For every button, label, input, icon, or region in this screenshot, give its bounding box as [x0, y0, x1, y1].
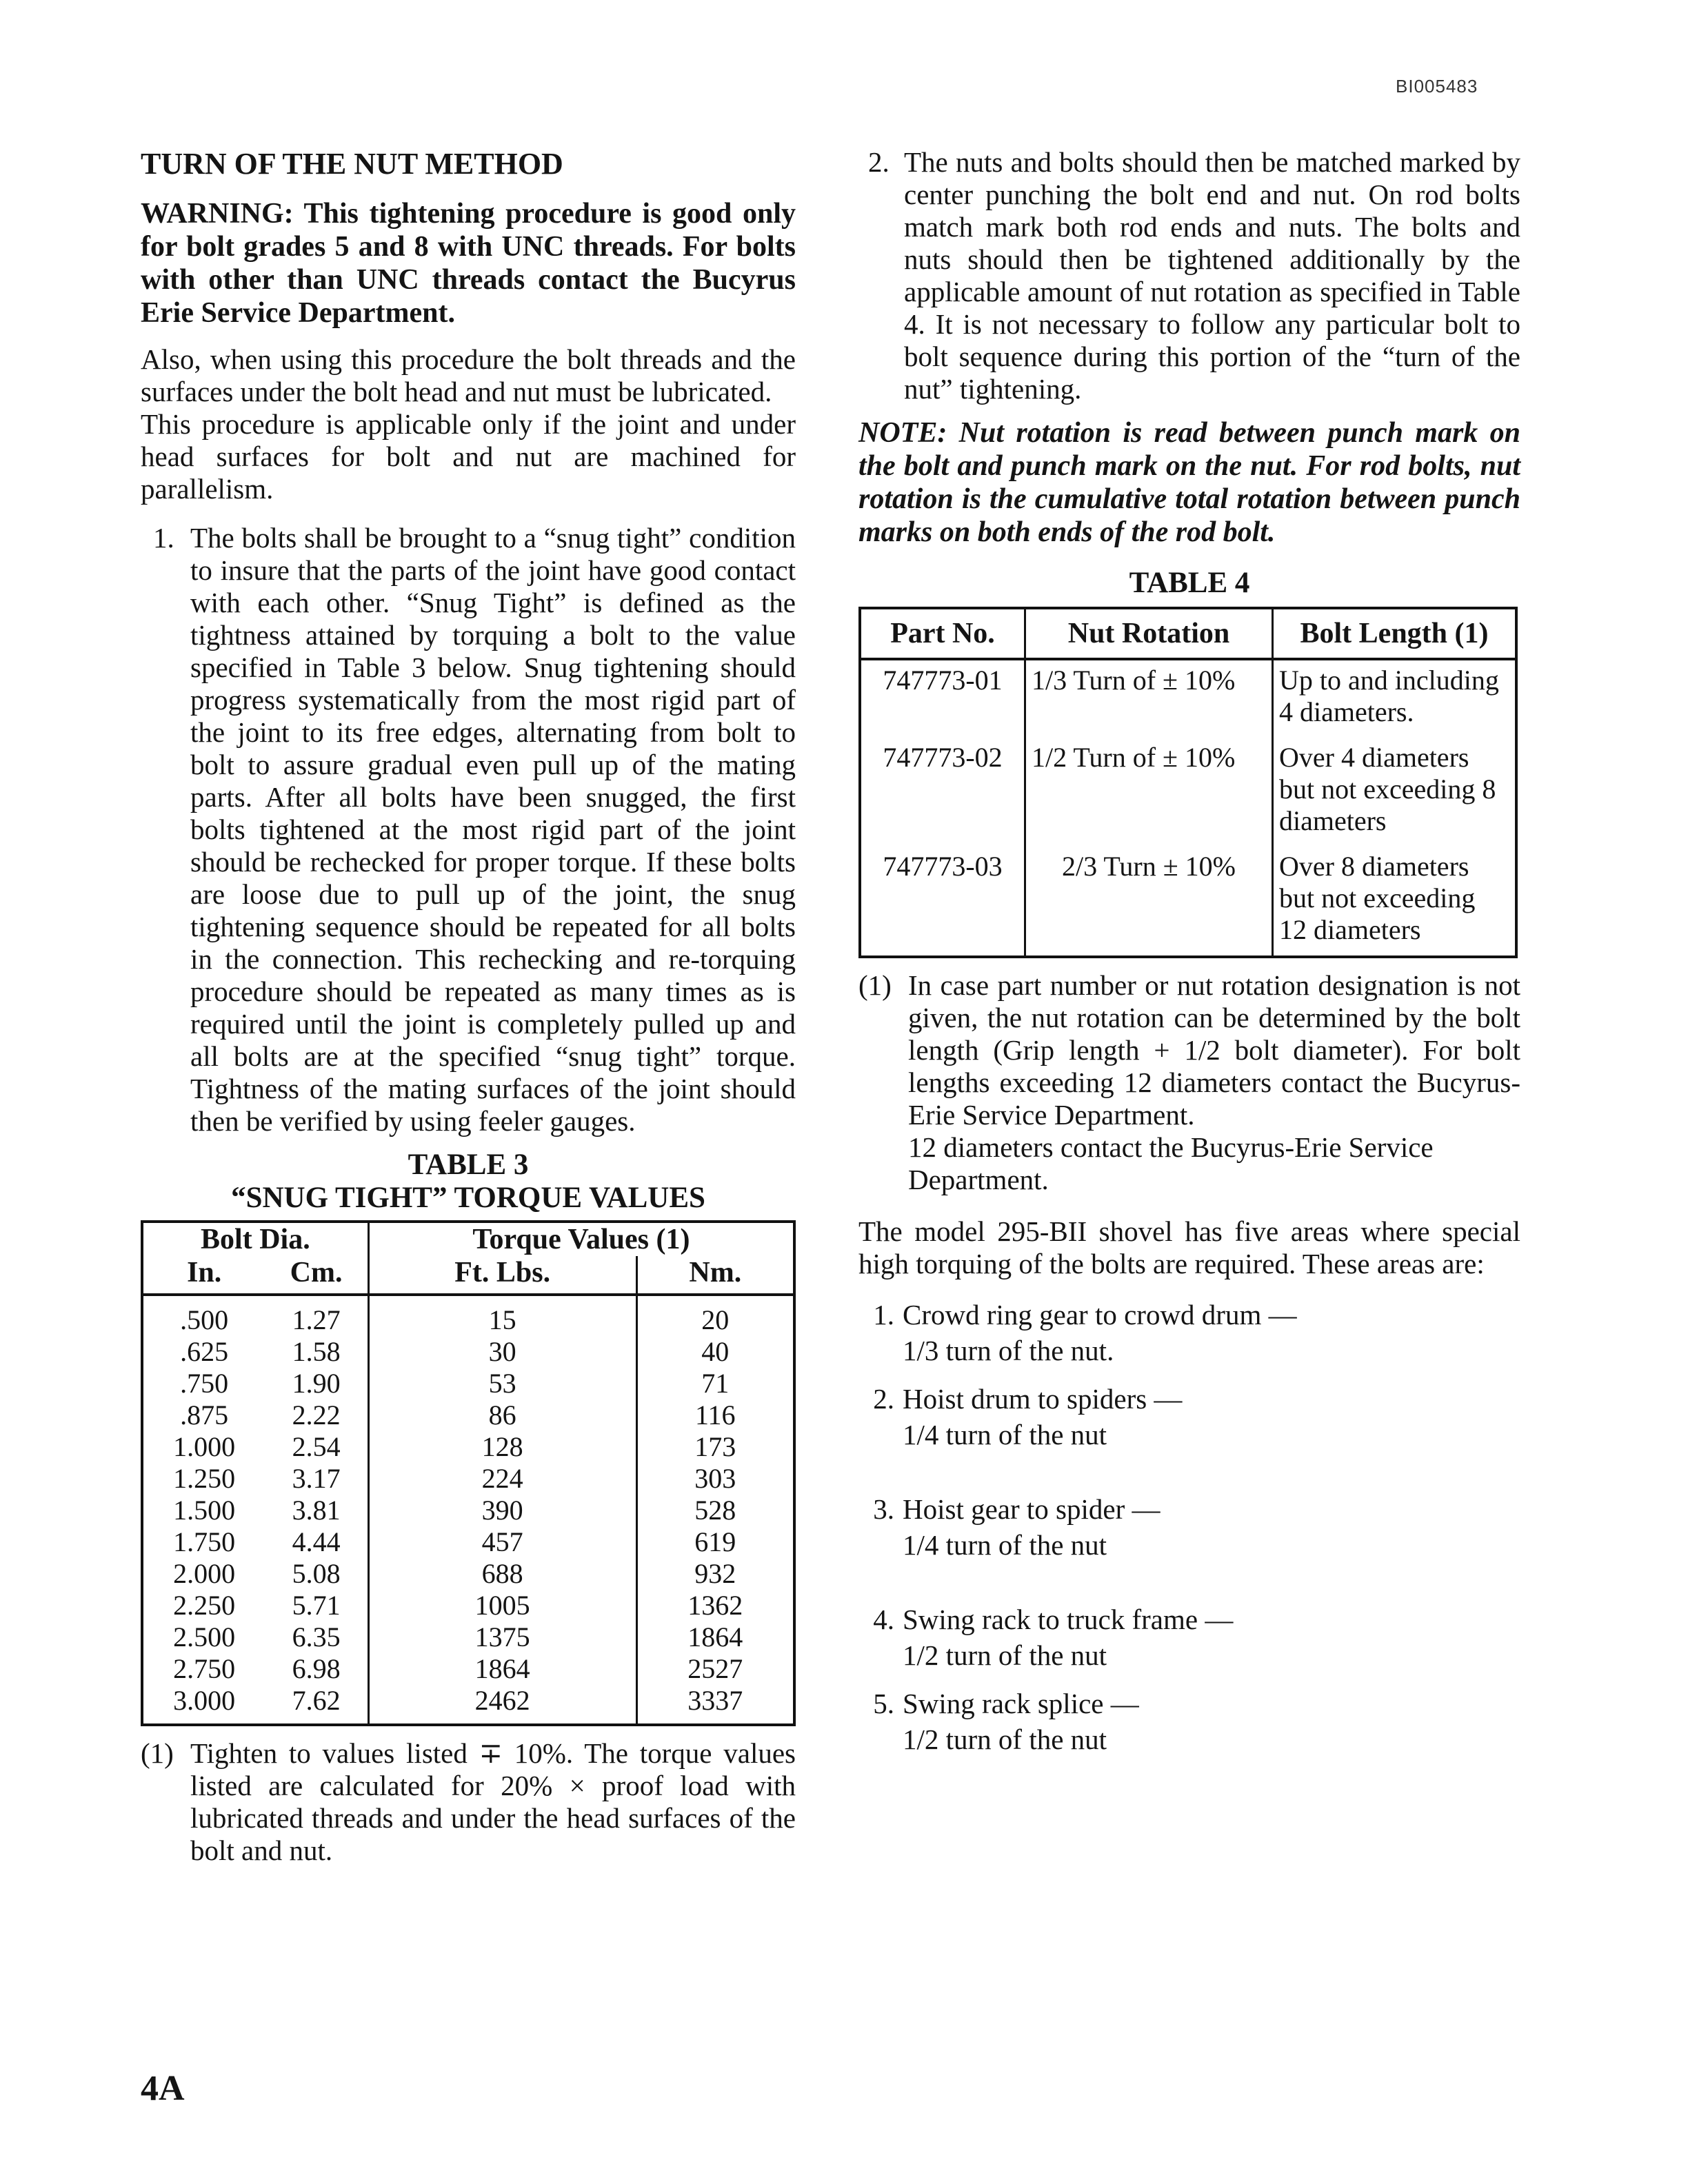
areas-list	[858, 1297, 1520, 1757]
table3-cell-ftlbs: 1005	[368, 1590, 636, 1621]
table3-header-ftlbs: Ft. Lbs.	[368, 1256, 636, 1295]
step-1-text: The bolts shall be brought to a “snug tight” condition to insure that the parts of the joint have good contact with each other. “Snug Tight” is defined as the tightness attained by torquing a bolt to the value specified in Table 3 below. Snug tightening should progress systematically from the most rigid part of the joint to its free edges, alternating from bolt to bolt to assure gradual even pull up of the mating parts. After all bolts have been snugged, the first bolts tightened at the most rigid part of the joint should be rechecked for proper torque. If these bolts are loose due to pull up of the joint, the snug tightening sequence should be repeated for all bolts in the connection. This rechecking and re-torquing procedure should be repeated as many times as is required until the joint is completely pulled up and all bolts are at the specified “snug tight” torque. Tightness of the mating surfaces of the joint should then be verified by using feeler gauges.	[190, 522, 796, 1137]
table3-cell-in: 1.750	[173, 1526, 236, 1557]
area-item-detail: 1/2 turn of the nut	[903, 1723, 1107, 1755]
table3-cell-ftlbs: 1864	[368, 1653, 636, 1685]
area-item-detail: 1/2 turn of the nut	[903, 1639, 1107, 1671]
area-item-body	[903, 1491, 1160, 1563]
table3-cell-in: 3.000	[173, 1685, 236, 1716]
table3-row	[142, 1463, 794, 1495]
note-text: NOTE: Nut rotation is read between punch mark on the bolt and punch mark on the nut. For rod bolts, nut rotation is the cumulative total rotation between punch marks on both ends of the rod bolt.	[858, 417, 1520, 548]
table3-cell-nm: 3337	[687, 1685, 743, 1716]
page-number: 4A	[141, 2069, 185, 2108]
table3-cell-in: .750	[180, 1368, 229, 1399]
step-2-text: The nuts and bolts should then be matched marked by center punching the bolt end and nut. On rod bolts match mark both rod ends and nuts. The bolts and nuts should then be tightened additionally by the applicable amount of nut rotation as specified in Table 4. It is not necessary to follow any particular bolt to bolt sequence during this portion of the “turn of the nut” tightening.	[904, 146, 1520, 405]
area-item-detail: 1/4 turn of the nut	[903, 1529, 1107, 1561]
table3-cell-cm: 7.62	[265, 1685, 368, 1725]
table3-cell-ftlbs: 2462	[368, 1685, 636, 1725]
table3-cell-nm: 40	[701, 1336, 730, 1367]
table3-row	[142, 1685, 794, 1725]
area-item-number: 2.	[873, 1383, 894, 1415]
applicability-paragraph: This procedure is applicable only if the joint and under head surfaces for bolt and nut are machined for parallelism.	[141, 408, 796, 505]
table3-cell-cm: 1.90	[265, 1368, 368, 1399]
table4-cell-bolt-length: Up to and including 4 diameters.	[1273, 659, 1517, 738]
table3-cell-nm: 71	[701, 1368, 730, 1399]
document-id: BI005483	[1396, 76, 1478, 97]
table4-cell-nut-rotation: 1/2 Turn of ± 10%	[1025, 738, 1273, 847]
table3-cell-cm: 2.22	[265, 1399, 368, 1431]
table3-cell-cm: 6.98	[265, 1653, 368, 1685]
table4-row	[860, 847, 1516, 957]
table3-cell-ftlbs: 1375	[368, 1621, 636, 1653]
table3-cell-cm: 5.08	[265, 1558, 368, 1590]
area-item	[858, 1686, 1520, 1757]
table3-cell-ftlbs: 390	[368, 1495, 636, 1526]
table3-cell-ftlbs: 224	[368, 1463, 636, 1495]
table3-row	[142, 1590, 794, 1621]
area-item-title: Crowd ring gear to crowd drum —	[903, 1299, 1297, 1331]
table3-row	[142, 1621, 794, 1653]
table3-cell-cm: 5.71	[265, 1590, 368, 1621]
table3-row	[142, 1526, 794, 1558]
table3-cell-ftlbs: 53	[368, 1368, 636, 1399]
table4-footnote-extra: 12 diameters contact the Bucyrus-Erie Service Department.	[908, 1131, 1434, 1195]
table4-title: TABLE 4	[1129, 567, 1250, 599]
table3-cell-nm: 528	[694, 1495, 736, 1526]
area-item	[858, 1297, 1520, 1368]
table3-row	[142, 1399, 794, 1431]
table3-cell-cm: 1.58	[265, 1336, 368, 1368]
table3-cell-nm: 1362	[687, 1590, 743, 1621]
area-item	[858, 1381, 1520, 1453]
table3-footnote	[141, 1737, 796, 1867]
area-item-body	[903, 1297, 1297, 1368]
table4-row	[860, 659, 1516, 738]
table3-cell-cm: 3.17	[265, 1463, 368, 1495]
table4-header-bolt-length: Bolt Length (1)	[1273, 608, 1517, 659]
table4-footnote-text: In case part number or nut rotation designation is not given, the nut rotation can be determined by the bolt length (Grip length + 1/2 bolt diameter). For bolt lengths exceeding 12 diameters contact the Bucyrus-Erie Service Department.	[908, 969, 1520, 1131]
table3-cell-nm: 932	[694, 1558, 736, 1589]
left-column	[141, 146, 796, 1867]
table4-header-part-no: Part No.	[860, 608, 1025, 659]
area-item-number: 4.	[873, 1604, 894, 1635]
table3-row	[142, 1431, 794, 1463]
table4-cell-part-no: 747773-02	[860, 738, 1025, 847]
table3-cell-in: 2.000	[173, 1558, 236, 1589]
nut-rotation-table	[858, 607, 1518, 958]
table4-cell-part-no: 747773-03	[860, 847, 1025, 957]
table3-cell-ftlbs: 30	[368, 1336, 636, 1368]
table3-header-nm: Nm.	[636, 1256, 794, 1295]
table3-group-bolt-dia: Bolt Dia.	[142, 1222, 368, 1256]
table4-row	[860, 738, 1516, 847]
area-item	[858, 1601, 1520, 1673]
table3-footnote-text: Tighten to values listed ∓ 10%. The torque values listed are calculated for 20% × proof load with lubricated threads and under the head surfaces of the bolt and nut.	[190, 1737, 796, 1866]
table3-cell-cm: 3.81	[265, 1495, 368, 1526]
table3-cell-cm: 2.54	[265, 1431, 368, 1463]
step-2-number: 2.	[868, 146, 890, 178]
lubrication-paragraph: Also, when using this procedure the bolt threads and the surfaces under the bolt head and nut must be lubricated.	[141, 343, 796, 407]
table4-header-nut-rotation: Nut Rotation	[1025, 608, 1273, 659]
table3-cell-nm: 303	[694, 1463, 736, 1494]
table3-title: TABLE 3	[408, 1149, 529, 1181]
area-item-body	[903, 1601, 1233, 1673]
table3-cell-in: 1.000	[173, 1431, 236, 1462]
table3-cell-ftlbs: 15	[368, 1295, 636, 1336]
step-1	[141, 522, 796, 1138]
table3-row	[142, 1558, 794, 1590]
table3-cell-in: 2.750	[173, 1653, 236, 1684]
table4-cell-nut-rotation: 2/3 Turn ± 10%	[1025, 847, 1273, 957]
table3-cell-ftlbs: 457	[368, 1526, 636, 1558]
table3-subtitle: “SNUG TIGHT” TORQUE VALUES	[231, 1182, 705, 1214]
area-item-title: Hoist drum to spiders —	[903, 1383, 1183, 1415]
area-item-body	[903, 1381, 1182, 1453]
table3-cell-nm: 116	[695, 1399, 736, 1430]
table3-cell-in: .500	[180, 1304, 229, 1335]
right-column	[858, 146, 1520, 1770]
table4-cell-part-no: 747773-01	[860, 659, 1025, 738]
table3-cell-in: 1.500	[173, 1495, 236, 1526]
table3-footnote-number: (1)	[141, 1737, 174, 1769]
area-item-detail: 1/3 turn of the nut.	[903, 1335, 1114, 1366]
area-item-detail: 1/4 turn of the nut	[903, 1419, 1107, 1450]
step-1-number: 1.	[153, 522, 174, 554]
table4-cell-bolt-length: Over 8 diameters but not exceeding 12 diameters	[1273, 847, 1517, 957]
table3-cell-nm: 619	[694, 1526, 736, 1557]
warning-text: WARNING: This tightening procedure is good only for bolt grades 5 and 8 with UNC threads. For bolts with other than UNC threads contact the Bucyrus Erie Service Department.	[141, 198, 796, 329]
table3-row	[142, 1368, 794, 1399]
table3-header-cm: Cm.	[265, 1256, 368, 1295]
table3-cell-in: 1.250	[173, 1463, 236, 1494]
table4-footnote-number: (1)	[858, 969, 892, 1001]
table3-cell-in: .875	[180, 1399, 229, 1430]
table4-footnote	[858, 969, 1520, 1131]
table3-row	[142, 1653, 794, 1685]
table3-cell-nm: 1864	[687, 1621, 743, 1652]
table3-cell-nm: 173	[694, 1431, 736, 1462]
area-item-title: Swing rack to truck frame —	[903, 1604, 1234, 1635]
table3-cell-cm: 6.35	[265, 1621, 368, 1653]
table3-cell-nm: 20	[701, 1304, 730, 1335]
table3-cell-ftlbs: 128	[368, 1431, 636, 1463]
area-item-body	[903, 1686, 1139, 1757]
torque-values-table	[141, 1220, 796, 1726]
table3-cell-in: .625	[180, 1336, 229, 1367]
step-2	[858, 146, 1520, 405]
area-item-title: Hoist gear to spider —	[903, 1493, 1160, 1525]
table3-cell-cm: 4.44	[265, 1526, 368, 1558]
area-item	[858, 1491, 1520, 1563]
area-item-number: 1.	[873, 1299, 894, 1331]
table3-cell-ftlbs: 688	[368, 1558, 636, 1590]
table3-cell-cm: 1.27	[265, 1295, 368, 1336]
area-item-number: 5.	[873, 1688, 894, 1719]
table3-row	[142, 1295, 794, 1336]
table3-header-in: In.	[142, 1256, 265, 1295]
table3-cell-in: 2.500	[173, 1621, 236, 1652]
table4-cell-nut-rotation: 1/3 Turn of ± 10%	[1025, 659, 1273, 738]
table4-cell-bolt-length: Over 4 diameters but not exceeding 8 diameters	[1273, 738, 1517, 847]
table3-block	[141, 1149, 796, 1867]
table3-group-torque: Torque Values (1)	[472, 1224, 690, 1255]
table3-row	[142, 1495, 794, 1526]
table3-cell-in: 2.250	[173, 1590, 236, 1621]
section-heading: TURN OF THE NUT METHOD	[141, 147, 563, 181]
area-item-number: 3.	[873, 1493, 894, 1525]
table3-cell-nm: 2527	[687, 1653, 743, 1684]
area-item-title: Swing rack splice —	[903, 1688, 1139, 1719]
areas-intro: The model 295-BII shovel has five areas where special high torquing of the bolts are required. These areas are:	[858, 1215, 1520, 1280]
table3-row	[142, 1336, 794, 1368]
table3-cell-ftlbs: 86	[368, 1399, 636, 1431]
